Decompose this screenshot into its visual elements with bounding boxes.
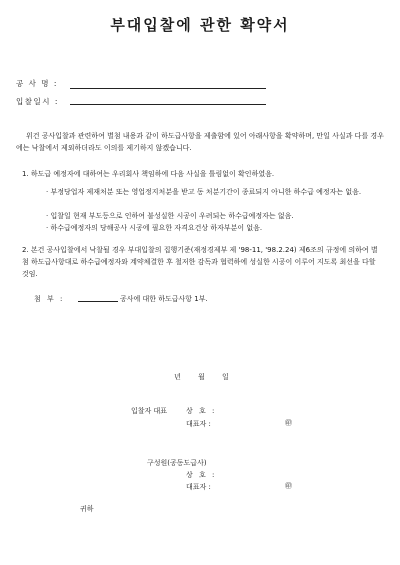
attachment-blank — [78, 301, 118, 302]
intro-paragraph: 위건 공사입찰과 관련하여 별첨 내용과 같이 하도급사항을 제출함에 있어 아래사항을 확약하며, 만일 사실과 다를 경우에는 낙찰에서 제외하더라도 이의를 제기하지 않겠습니다. — [16, 132, 384, 152]
bullet-2: · 입찰일 현재 부도등으로 인하여 불성실한 시공이 우려되는 하수급예정자는 없음. — [46, 212, 294, 220]
bidder-company-label: 상 호 : — [186, 407, 217, 415]
consortium-rep-label: 대표자 : — [186, 483, 211, 491]
consortium-company-label: 상 호 : — [186, 471, 217, 479]
date-month: 월 — [198, 373, 205, 381]
date-year: 년 — [174, 373, 181, 381]
bidder-label: 입찰자 대표 — [131, 407, 168, 415]
attachment-label: 첨 부 : — [34, 295, 65, 303]
item-1: 1. 하도급 예정자에 대하여는 우리회사 책임하에 다음 사실을 틀림없이 확인하였음. — [22, 170, 275, 178]
addressee: 귀하 — [80, 505, 94, 513]
bid-date-line — [70, 104, 266, 105]
bullet-3: · 하수급예정자의 당해공사 시공에 필요한 자격요건상 하자부분이 없음. — [46, 224, 263, 232]
project-name-label: 공 사 명 : — [16, 79, 58, 88]
bid-date-label: 입찰일시 : — [16, 97, 59, 106]
document-title: 부대입찰에 관한 확약서 — [110, 16, 290, 34]
bidder-rep-label: 대표자 : — [186, 420, 211, 428]
consortium-seal-mark: ㊞ — [285, 482, 292, 490]
item-2: 2. 본건 공사입찰에서 낙찰될 경우 부대입찰의 집행기준(재정경제부 제 '98-11, '98.2.24) 제6조의 규정에 의하여 별첨 하도급사항대로 하수급예정자와 계약체결한 후 철저한 감독과 협력하에 성실한 시공이 이루어 지도록 최선을 다할 것임. — [22, 246, 378, 278]
project-name-line — [70, 88, 266, 89]
attachment-text: 공사에 대한 하도급사항 1부. — [120, 295, 208, 303]
bullet-1: · 부정당업자 제재처분 또는 영업정지처분을 받고 동 처분기간이 종료되지 아니한 하수급 예정자는 없음. — [46, 188, 362, 196]
bidder-seal-mark: ㊞ — [285, 419, 292, 427]
date-day: 일 — [222, 373, 229, 381]
consortium-label: 구성원(공동도급사) — [147, 459, 207, 467]
